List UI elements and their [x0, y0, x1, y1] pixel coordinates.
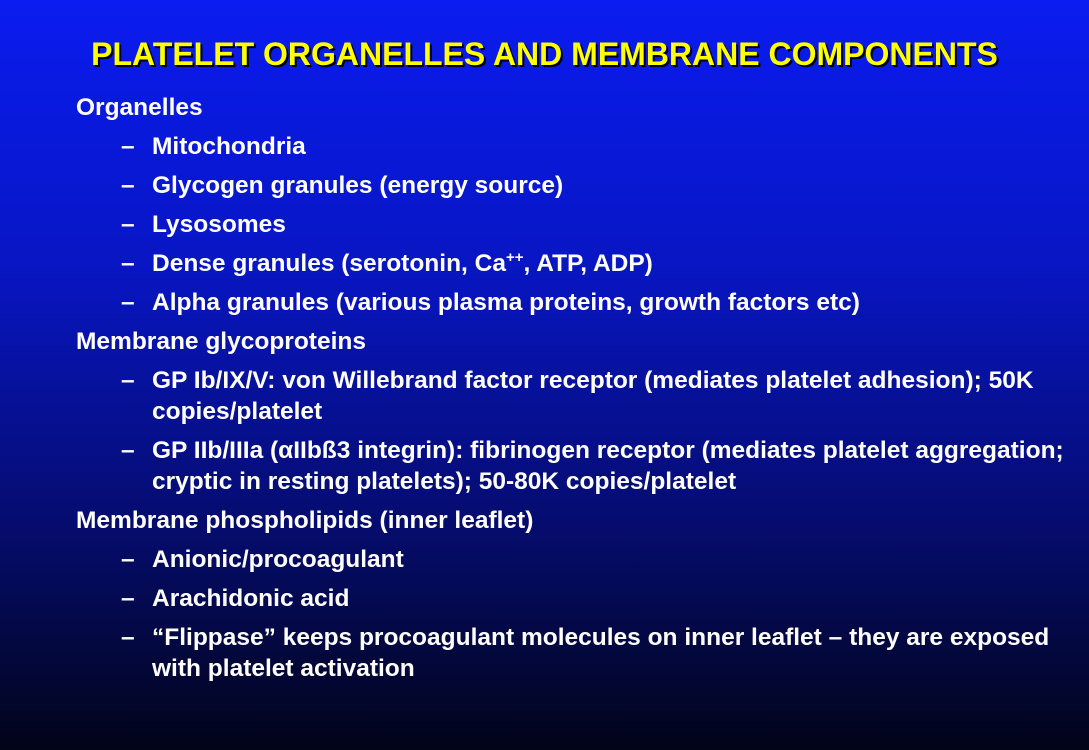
list-item-text: “Flippase” keeps procoagulant molecules on inner leaflet – they are exposed with platelet activation [152, 624, 1050, 682]
section-heading: Membrane phospholipids (inner leaflet) [76, 507, 534, 534]
slide-content [76, 92, 1066, 692]
section-heading: Membrane glycoproteins [76, 328, 366, 355]
dash-bullet: – [121, 172, 135, 199]
list-item [76, 287, 1066, 318]
list-item [76, 622, 1066, 684]
phospholipids-list [76, 544, 1066, 684]
dash-bullet: – [121, 437, 135, 464]
organelles-list [76, 131, 1066, 318]
list-item-text: Alpha granules (various plasma proteins, growth factors etc) [152, 289, 860, 316]
section-organelles [76, 92, 1066, 123]
dash-bullet: – [121, 585, 135, 612]
list-item [76, 131, 1066, 162]
list-item-text: GP IIb/IIIa (αIIbß3 integrin): fibrinogen receptor (mediates platelet aggregation; cryptic in resting platelets); 50-80K copies/platelet [152, 437, 1064, 495]
section-membrane-phospholipids [76, 505, 1066, 536]
section-membrane-glycoproteins [76, 326, 1066, 357]
dash-bullet: – [121, 367, 135, 394]
list-item [76, 583, 1066, 614]
list-item [76, 365, 1066, 427]
list-item-text: GP Ib/IX/V: von Willebrand factor receptor (mediates platelet adhesion); 50K copies/platelet [152, 367, 1034, 425]
list-item-text: Arachidonic acid [152, 585, 350, 612]
dash-bullet: – [121, 211, 135, 238]
dash-bullet: – [121, 250, 135, 277]
list-item-text: Mitochondria [152, 133, 306, 160]
dash-bullet: – [121, 133, 135, 160]
section-heading: Organelles [76, 94, 203, 121]
list-item-text: Anionic/procoagulant [152, 546, 404, 573]
dash-bullet: – [121, 624, 135, 651]
list-item [76, 544, 1066, 575]
dash-bullet: – [121, 546, 135, 573]
list-item [76, 435, 1066, 497]
glycoproteins-list [76, 365, 1066, 497]
slide-title: PLATELET ORGANELLES AND MEMBRANE COMPONENTS [91, 36, 998, 72]
list-item-text-after: , ATP, ADP) [523, 250, 653, 277]
list-item [76, 248, 1066, 279]
list-item-text-before: Dense granules (serotonin, Ca [152, 250, 506, 277]
list-item [76, 209, 1066, 240]
list-item-text: Lysosomes [152, 211, 286, 238]
list-item [76, 170, 1066, 201]
superscript-charge: ++ [505, 249, 524, 266]
list-item-text: Glycogen granules (energy source) [152, 172, 564, 199]
dash-bullet: – [121, 289, 135, 316]
